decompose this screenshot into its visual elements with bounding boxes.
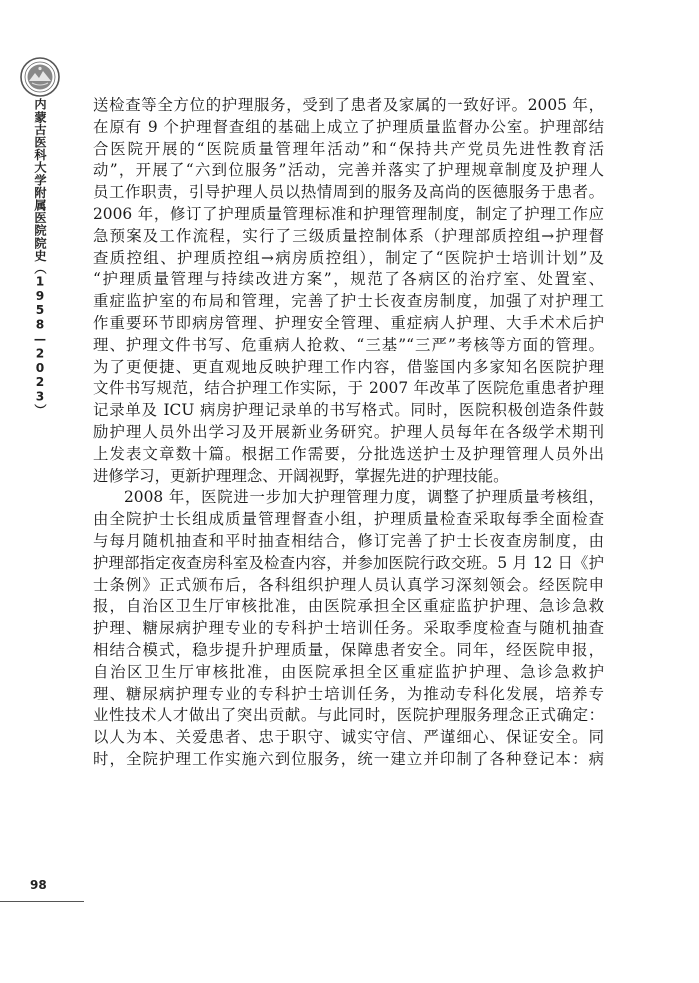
text-line: 励护理人员外出学习及开展新业务研究。护理人员每年在各级学术期刊 — [93, 422, 604, 441]
text-line: 文件书写规范，结合护理工作实际，于 2007 年改革了医院危重患者护理 — [93, 379, 604, 398]
text-line: 急预案及工作流程，实行了三级质量控制体系（护理部质控组→护理督 — [93, 226, 604, 245]
text-line: 在原有 9 个护理督查组的基础上成立了护理质量监督办公室。护理部结 — [93, 117, 604, 136]
footer-rule — [0, 901, 84, 902]
text-line: 重症监护室的布局和管理，完善了护士长夜查房制度，加强了对护理工 — [93, 292, 604, 311]
text-line: 记录单及 ICU 病房护理记录单的书写格式。同时，医院积极创造条件鼓 — [93, 401, 604, 420]
text-line: 上发表文章数十篇。根据工作需要，分批选送护士及护理管理人员外出 — [93, 444, 604, 463]
text-line: 以人为本、关爱患者、忠于职守、诚实守信、严谨细心、保证安全。同 — [93, 728, 604, 747]
text-line: 业性技术人才做出了突出贡献。与此同时，医院护理服务理念正式确定： — [93, 706, 604, 725]
text-line: 理、护理文件书写、危重病人抢救、“三基”“三严”考核等方面的管理。 — [93, 335, 604, 354]
paragraph-end-line: 进修学习，更新护理理念、开阔视野，掌握先进的护理技能。 — [93, 466, 509, 485]
text-line: 护理、糖尿病护理专业的专科护士培训任务。采取季度检查与随机抽查 — [93, 619, 604, 638]
text-line: 作重要环节即病房管理、护理安全管理、重症病人护理、大手术术后护 — [93, 313, 604, 332]
text-line: 理、糖尿病护理专业的专科护士培训任务，为推动专科化发展，培养专 — [93, 684, 604, 703]
text-line: 相结合模式，稳步提升护理质量，保障患者安全。同年，经医院申报， — [93, 640, 604, 659]
text-line: 自治区卫生厅审核批准，由医院承担全区重症监护护理、急诊急救护 — [93, 662, 604, 681]
page-number: 98 — [30, 878, 47, 892]
text-line: 护理部指定夜查房科室及检查内容，并参加医院行政交班。5 月 12 日《护 — [93, 553, 604, 572]
text-line: 员工作职责，引导护理人员以热情周到的服务及高尚的医德服务于患者。 — [93, 183, 604, 202]
body-text — [93, 95, 604, 771]
text-line: 送检查等全方位的护理服务，受到了患者及家属的一致好评。2005 年， — [93, 96, 604, 114]
text-line: 士条例》正式颁布后，各科组织护理人员认真学习深刻领会。经医院申 — [93, 575, 604, 594]
text-line: 2006 年，修订了护理质量管理标准和护理管理制度，制定了护理工作应 — [93, 204, 604, 223]
text-line: 报，自治区卫生厅审核批准，由医院承担全区重症监护护理、急诊急救 — [93, 597, 604, 616]
text-line: 动”，开展了“六到位服务”活动，完善并落实了护理规章制度及护理人 — [93, 161, 604, 180]
text-line: 合医院开展的“医院质量管理年活动”和“保持共产党员先进性教育活 — [93, 139, 604, 158]
text-line: 为了更便捷、更直观地反映护理工作内容，借鉴国内多家知名医院护理 — [93, 357, 604, 376]
text-line: 与每月随机抽查和平时抽查相结合，修订完善了护士长夜查房制度，由 — [93, 531, 604, 550]
text-line: “护理质量管理与持续改进方案”，规范了各病区的治疗室、处置室、 — [93, 270, 604, 289]
paragraph-start-line: 2008 年，医院进一步加大护理管理力度，调整了护理质量考核组， — [124, 488, 604, 507]
page-margin — [0, 0, 86, 983]
text-line: 时，全院护理工作实施六到位服务，统一建立并印制了各种登记本：病 — [93, 749, 604, 768]
text-line: 查质控组、护理质控组→病房质控组），制定了“医院护士培训计划”及 — [93, 248, 604, 267]
book-title: 内蒙古医科大学附属医院院史（1958—2023） — [33, 98, 47, 417]
hospital-emblem-icon — [20, 57, 60, 97]
text-line: 由全院护士长组成质量管理督查小组，护理质量检查采取每季全面检查 — [93, 510, 604, 529]
